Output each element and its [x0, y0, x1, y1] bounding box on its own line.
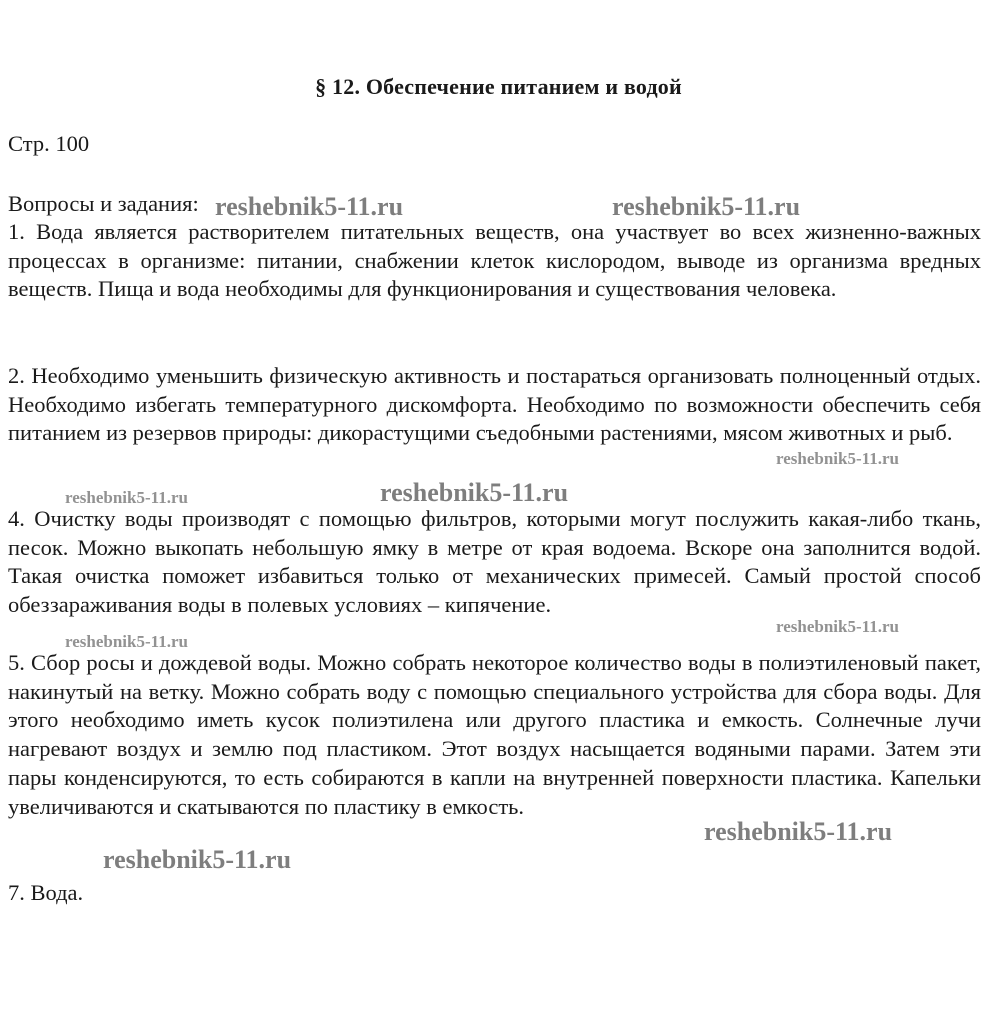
watermark: reshebnik5-11.ru: [215, 192, 404, 221]
watermark: reshebnik5-11.ru: [776, 617, 899, 636]
watermark: reshebnik5-11.ru: [612, 192, 801, 221]
watermark: reshebnik5-11.ru: [103, 845, 292, 874]
watermark: reshebnik5-11.ru: [65, 632, 188, 651]
answer-4: 4. Очистку воды производят с помощью фильтров, которыми могут послужить какая-либо ткань, песок. Можно выкопать небольшую ямку в метре от края водоема. Вскоре она заполнится водой. Такая очистка поможет избавиться только от механических примесей. Самый простой способ обеззараживания воды в полевых условиях – кипячение.: [8, 506, 981, 618]
watermark: reshebnik5-11.ru: [380, 478, 569, 507]
watermark: reshebnik5-11.ru: [776, 449, 899, 468]
document-title: § 12. Обеспечение питанием и водой: [315, 74, 682, 99]
answer-1: 1. Вода является растворителем питательных веществ, она участвует во всех жизненно-важных процессах в организме: питании, снабжении клеток кислородом, выводе из организма вредных веществ. Пища и вода необходимы для функционирования и существования человека.: [8, 219, 981, 302]
page-reference: Стр. 100: [8, 131, 90, 156]
answer-5: 5. Сбор росы и дождевой воды. Можно собрать некоторое количество воды в полиэтиленовый пакет, накинутый на ветку. Можно собрать воду с помощью специального устройства для сбора воды. Для этого необходимо иметь кусок полиэтилена или другого пластика и емкость. Солнечные лучи нагревают воздух и землю под пластиком. Этот воздух насыщается водяными парами. Затем эти пары конденсируются, то есть собираются в капли на внутренней поверхности пластика. Капельки увеличиваются и скатываются по пластику в емкость.: [8, 650, 981, 819]
answer-2: 2. Необходимо уменьшить физическую активность и постараться организовать полноценный отдых. Необходимо избегать температурного дискомфорта. Необходимо по возможности обеспечить себя питанием из резервов природы: дикорастущими съедобными растениями, мясом животных и рыб.: [8, 363, 981, 446]
section-heading: Вопросы и задания:: [8, 191, 199, 216]
answer-7: 7. Вода.: [8, 880, 84, 905]
watermark: reshebnik5-11.ru: [65, 488, 188, 507]
watermark: reshebnik5-11.ru: [704, 817, 893, 846]
